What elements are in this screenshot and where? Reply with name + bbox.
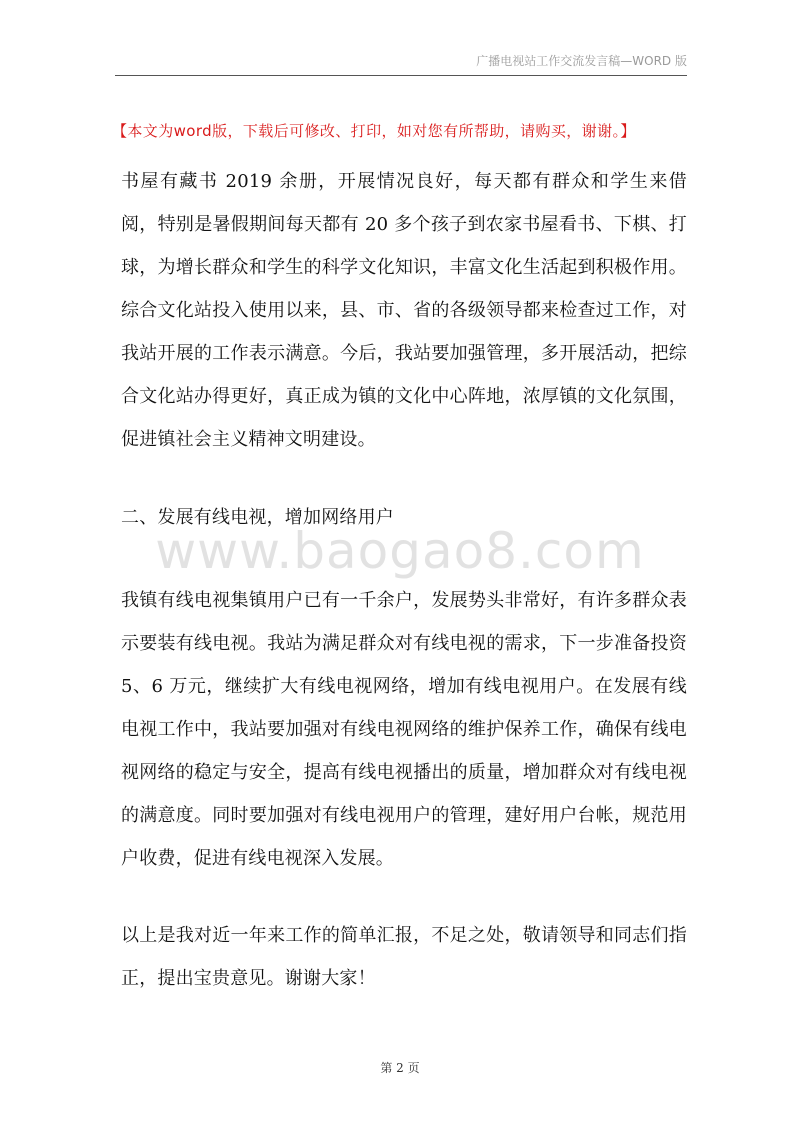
watermark: www.baogao8.com bbox=[155, 522, 645, 580]
purchase-notice: 【本文为word版，下载后可修改、打印，如对您有所帮助，请购买，谢谢。】 bbox=[112, 122, 636, 140]
header-divider bbox=[115, 75, 687, 76]
running-header: 广播电视站工作交流发言稿—WORD 版 bbox=[476, 54, 687, 68]
paragraph-cable-tv: 我镇有线电视集镇用户已有一千余户，发展势头非常好，有许多群众表示要装有线电视。我站为满足群众对有线电视的需求，下一步准备投资 5、6 万元，继续扩大有线电视网络，增加有线电视用户。在发展有线电视工作中，我站要加强对有线电视网络的维护保养工作，确保有线电视网络的稳定与安全，提高有线电视播出的质量，增加群众对有线电视的满意度。同时要加强对有线电视用户的管理，建好用户台帐，规范用户收费，促进有线电视深入发展。 bbox=[121, 590, 687, 869]
section-heading: 二、发展有线电视，增加网络用户 bbox=[121, 507, 394, 528]
paragraph-closing: 以上是我对近一年来工作的简单汇报，不足之处，敬请领导和同志们指正，提出宝贵意见。谢谢大家！ bbox=[121, 925, 687, 989]
paragraph-library: 书屋有藏书 2019 余册，开展情况良好，每天都有群众和学生来借阅，特别是暑假期间每天都有 20 多个孩子到农家书屋看书、下棋、打球，为增长群众和学生的科学文化知识，丰富文化生活起到积极作用。综合文化站投入使用以来，县、市、省的各级领导都来检查过工作，对我站开展的工作表示满意。今后，我站要加强管理，多开展活动，把综合文化站办得更好，真正成为镇的文化中心阵地，浓厚镇的文化氛围，促进镇社会主义精神文明建设。 bbox=[121, 171, 687, 450]
page-number: 第 2 页 bbox=[380, 1061, 420, 1075]
